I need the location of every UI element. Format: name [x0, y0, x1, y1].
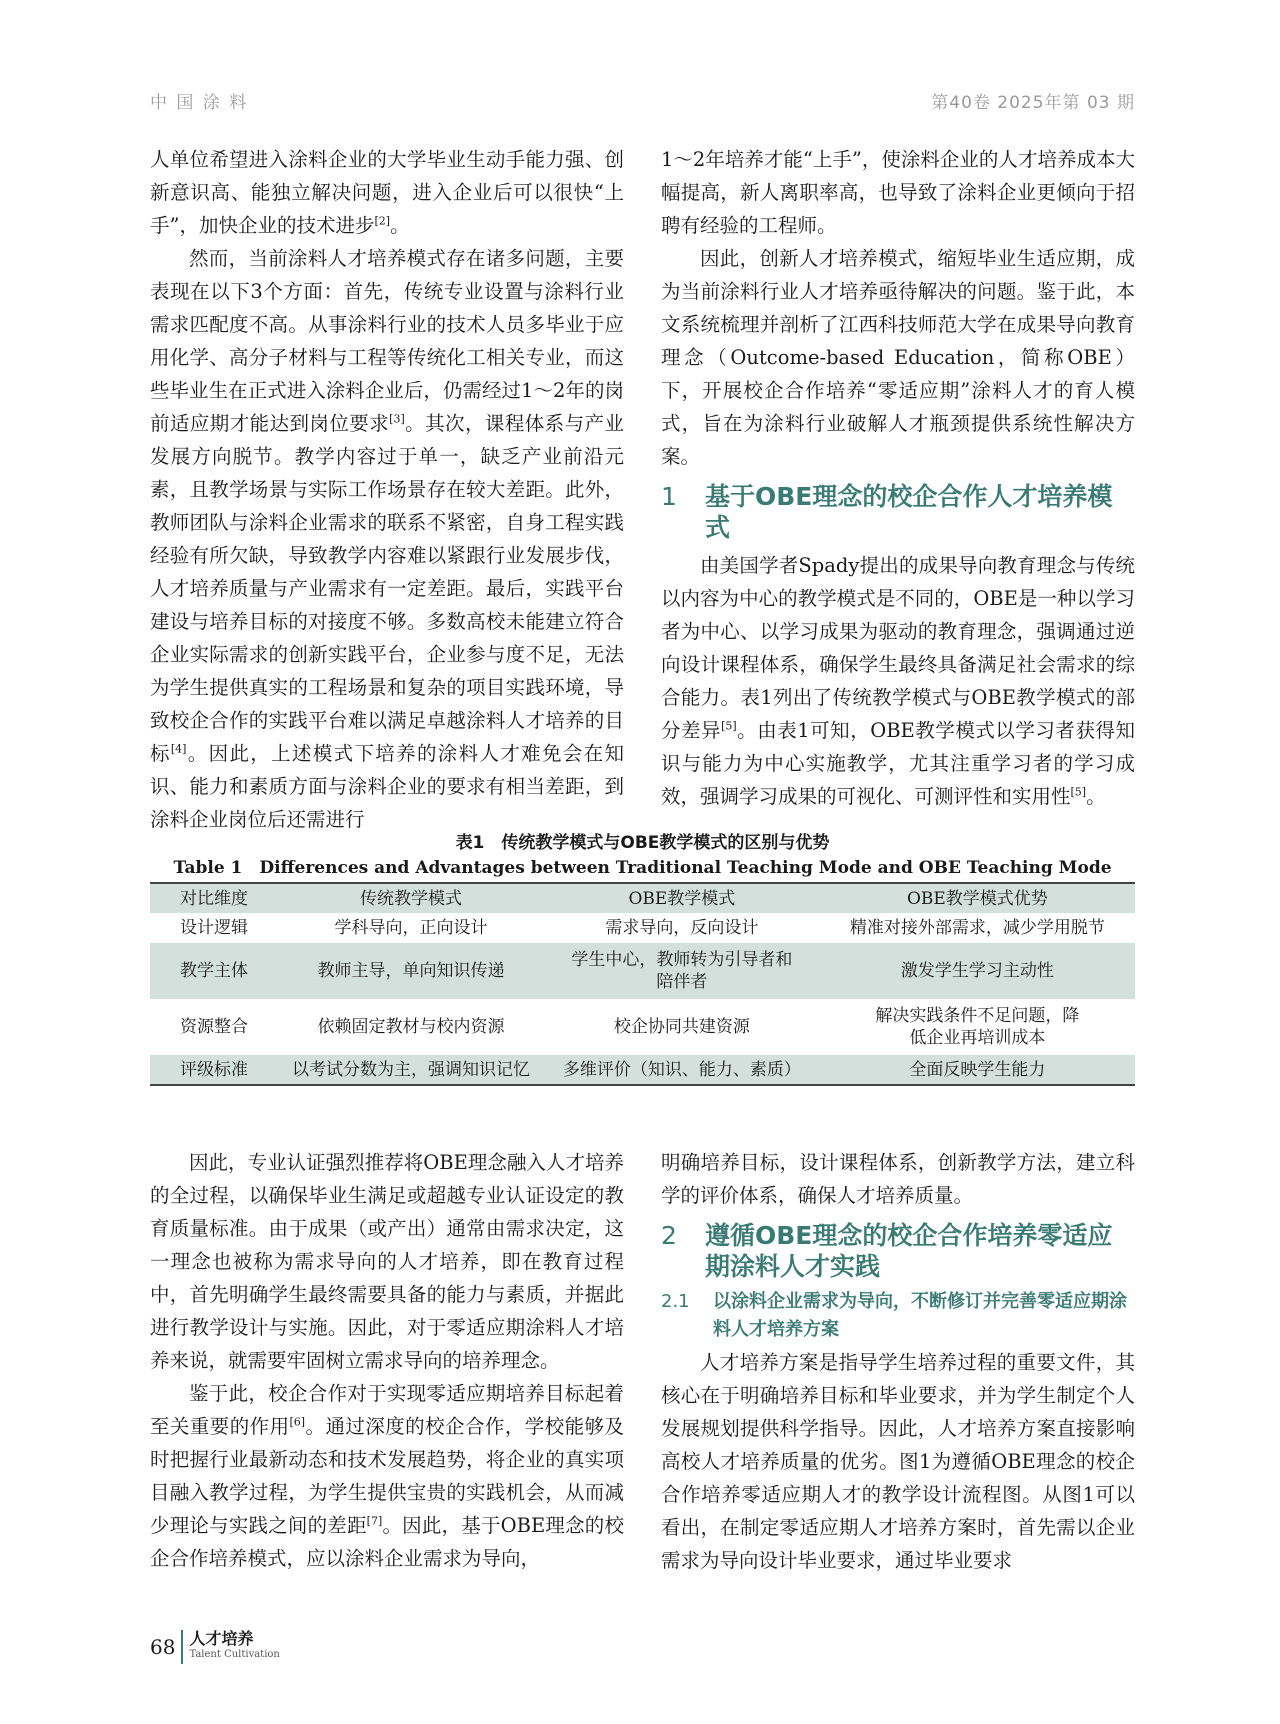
- table-header-cell: 对比维度: [180, 888, 249, 909]
- table-caption-en: Table 1 Differences and Advantages between Traditional Teaching Mode and OBE Teaching Mode: [173, 858, 1112, 878]
- table-row: [150, 999, 1135, 1055]
- table-cell: 需求导向，反向设计: [605, 918, 759, 938]
- paragraph: 鉴于此，校企合作对于实现零适应期培养目标起着至关重要的作用[6]。通过深度的校企合作，学校能够及时把握行业最新动态和技术发展趋势，将企业的真实项目融入教学过程，为学生提供宝贵的实践机会，从而减少理论与实践之间的差距[7]。因此，基于OBE理念的校企合作培养模式，应以涂料企业需求为导向，: [150, 1382, 624, 1570]
- table-cell: 评级标准: [180, 1059, 249, 1080]
- table-row: [150, 1055, 1135, 1085]
- subsection-title: 以涂料企业需求为导向，不断修订并完善零适应期涂料人才培养方案: [713, 1291, 1127, 1340]
- paragraph: 因此，专业认证强烈推荐将OBE理念融入人才培养的全过程，以确保毕业生满足或超越专业认证设定的教育质量标准。由于成果（或产出）通常由需求决定，这一理念也被称为需求导向的人才培养，即在教育过程中，首先明确学生最终需要具备的能力与素质，并据此进行教学设计与实施。因此，对于零适应期涂料人才培养来说，就需要牢固树立需求导向的培养理念。: [150, 1151, 624, 1372]
- table-caption-cn: 表1 传统教学模式与OBE教学模式的区别与优势: [455, 833, 830, 853]
- table-cell: 多维评价（知识、能力、素质）: [562, 1059, 801, 1080]
- table-row: [150, 943, 1135, 999]
- paragraph: 由美国学者Spady提出的成果导向教育理念与传统以内容为中心的教学模式是不同的，OBE是一种以学习者为中心、以学习成果为驱动的教育理念，强调通过逆向设计课程体系，确保学生最终具备满足社会需求的综合能力。表1列出了传统教学模式与OBE教学模式的部分差异[5]。由表1可知，OBE教学模式以学习者获得知识与能力为中心实施教学，尤其注重学习者的学习成效，强调学习成果的可视化、可测评性和实用性[5]。: [661, 554, 1135, 808]
- table-cell: 学科导向，正向设计: [334, 918, 488, 938]
- section-title: 遵循OBE理念的校企合作培养零适应期涂料人才实践: [705, 1221, 1113, 1281]
- running-header: [150, 88, 1135, 113]
- table-cell: 资源整合: [180, 1017, 249, 1037]
- section-heading: [661, 1220, 1135, 1282]
- table-caption: [150, 830, 1135, 880]
- comparison-table: [150, 882, 1135, 1086]
- table-cell: 学生中心，教师转为引导者和陪伴者: [571, 950, 793, 992]
- paragraph: 人单位希望进入涂料企业的大学毕业生动手能力强、创新意识高、能独立解决问题，进入企业后可以很快“上手”，加快企业的技术进步[2]。: [150, 148, 624, 237]
- section-label-cn: 人才培养: [189, 1629, 254, 1648]
- table-header-cell: OBE教学模式: [628, 888, 736, 909]
- table-header-cell: 传统教学模式: [360, 888, 463, 909]
- footer-divider: [181, 1630, 183, 1664]
- table-header-row: [150, 883, 1135, 913]
- paragraph: 因此，创新人才培养模式，缩短毕业生适应期，成为当前涂料行业人才培养亟待解决的问题。鉴于此，本文系统梳理并剖析了江西科技师范大学在成果导向教育理念（Outcome-based Education，简称OBE）下，开展校企合作培养“零适应期”涂料人才的育人模式，旨在为涂料行业破解人才瓶颈提供系统性解决方案。: [661, 247, 1135, 468]
- issue-info: 第40卷 2025年第 03 期: [931, 93, 1135, 113]
- paragraph: 人才培养方案是指导学生培养过程的重要文件，其核心在于明确培养目标和毕业要求，并为学生制定个人发展规划提供科学指导。因此，人才培养方案直接影响高校人才培养质量的优劣。图1为遵循OBE理念的校企合作培养零适应期人才的教学设计流程图。从图1可以看出，在制定零适应期人才培养方案时，首先需以企业需求为导向设计毕业要求，通过毕业要求: [661, 1351, 1135, 1572]
- section-title: 基于OBE理念的校企合作人才培养模式: [705, 482, 1113, 542]
- journal-name: 中 国 涂 料: [150, 93, 249, 113]
- subsection-number: 2.1: [661, 1291, 690, 1312]
- table-header-cell: OBE教学模式优势: [906, 888, 1048, 909]
- section-label: [189, 1631, 279, 1663]
- subsection-heading: [661, 1288, 1135, 1344]
- table-cell: 教学主体: [180, 961, 249, 981]
- table-cell: 教师主导，单向知识传递: [317, 961, 505, 981]
- table-cell: 校企协同共建资源: [613, 1017, 750, 1037]
- lower-right-column: [661, 1146, 1135, 1577]
- paragraph: 明确培养目标，设计课程体系，创新教学方法，建立科学的评价体系，确保人才培养质量。: [661, 1151, 1135, 1207]
- upper-left-column: [150, 143, 624, 836]
- table-cell: 全面反映学生能力: [909, 1059, 1046, 1080]
- section-number: 1: [661, 482, 677, 511]
- page-number: 68: [150, 1635, 176, 1659]
- table-cell: 精准对接外部需求，减少学用脱节: [849, 918, 1105, 938]
- upper-right-column: [661, 143, 1135, 813]
- section-number: 2: [661, 1221, 677, 1250]
- section-heading: [661, 481, 1135, 543]
- table-cell: 激发学生学习主动性: [900, 961, 1054, 981]
- paragraph: 1～2年培养才能“上手”，使涂料企业的人才培养成本大幅提高，新人离职率高，也导致了涂料企业更倾向于招聘有经验的工程师。: [661, 148, 1135, 237]
- table-row: [150, 913, 1135, 943]
- page-footer: [150, 1630, 280, 1664]
- table-cell: 设计逻辑: [180, 918, 249, 938]
- section-label-en: Talent Cultivation: [189, 1649, 280, 1660]
- lower-left-column: [150, 1146, 624, 1575]
- table-cell: 依赖固定教材与校内资源: [317, 1017, 505, 1037]
- table-cell: 以考试分数为主，强调知识记忆: [292, 1059, 531, 1080]
- table-cell: 解决实践条件不足问题，降低企业再培训成本: [875, 1006, 1080, 1048]
- paragraph: 然而，当前涂料人才培养模式存在诸多问题，主要表现在以下3个方面：首先，传统专业设置与涂料行业需求匹配度不高。从事涂料行业的技术人员多毕业于应用化学、高分子材料与工程等传统化工相关专业，而这些毕业生在正式进入涂料企业后，仍需经过1～2年的岗前适应期才能达到岗位要求[3]。其次，课程体系与产业发展方向脱节。教学内容过于单一，缺乏产业前沿元素，且教学场景与实际工作场景存在较大差距。此外，教师团队与涂料企业需求的联系不紧密，自身工程实践经验有所欠缺，导致教学内容难以紧跟行业发展步伐，人才培养质量与产业需求有一定差距。最后，实践平台建设与培养目标的对接度不够。多数高校未能建立符合企业实际需求的创新实践平台，企业参与度不足，无法为学生提供真实的工程场景和复杂的项目实践环境，导致校企合作的实践平台难以满足卓越涂料人才培养的目标[4]。因此，上述模式下培养的涂料人才难免会在知识、能力和素质方面与涂料企业的要求有相当差距，到涂料企业岗位后还需进行: [150, 247, 624, 831]
